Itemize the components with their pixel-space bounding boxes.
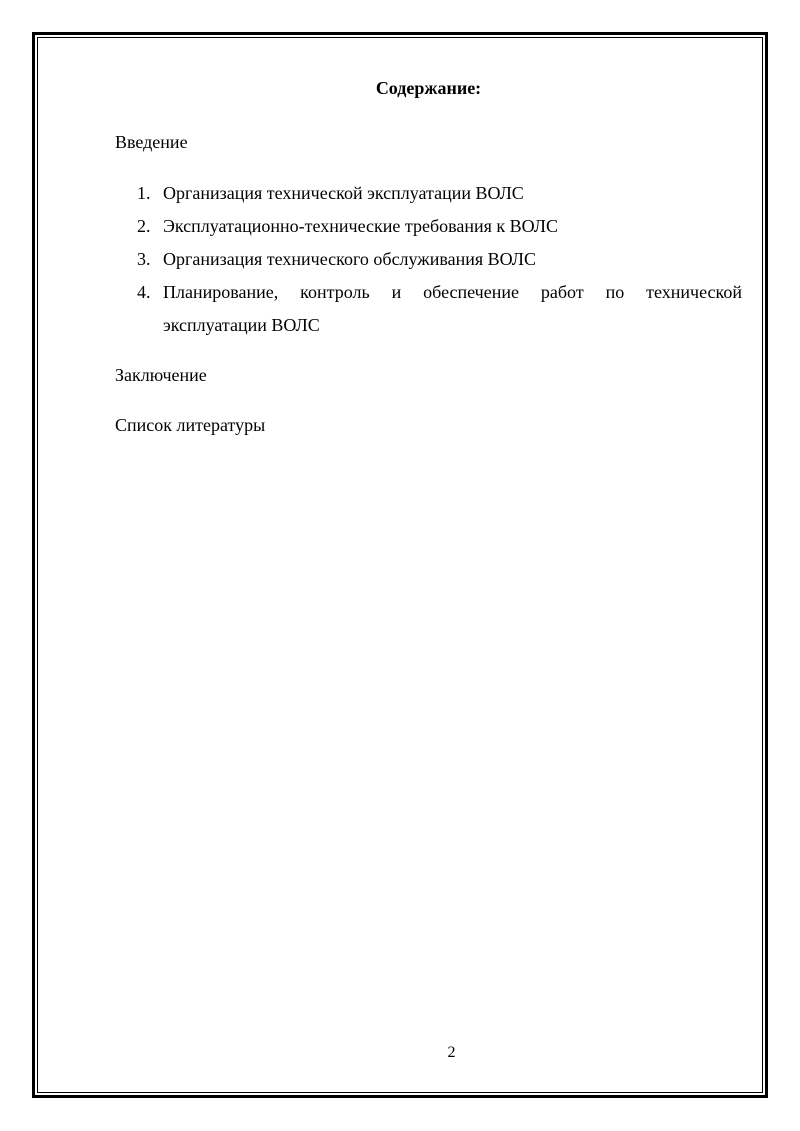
toc-item-number: 1.: [137, 183, 151, 203]
toc-item-text: Планирование, контроль и обеспечение работ по технической эксплуатации ВОЛС: [163, 282, 742, 335]
toc-item-text: Организация технической эксплуатации ВОЛС: [163, 183, 524, 203]
toc-item-number: 3.: [137, 249, 151, 269]
toc-entry-references: Список литературы: [115, 415, 266, 435]
toc-item-4: [115, 276, 742, 342]
toc-item-number: 4.: [137, 282, 151, 302]
page-number: 2: [447, 1044, 456, 1061]
table-of-contents: [115, 76, 742, 442]
toc-item-text: Эксплуатационно-технические требования к ВОЛС: [163, 216, 558, 236]
toc-item-3: [115, 243, 742, 276]
toc-item-text: Организация технического обслуживания ВОЛС: [163, 249, 536, 269]
toc-numbered-list: [115, 177, 742, 342]
toc-title: Содержание:: [375, 78, 482, 98]
toc-item-2: [115, 210, 742, 243]
toc-item-1: [115, 177, 742, 210]
toc-entry-introduction: Введение: [115, 132, 188, 152]
toc-entry-conclusion: Заключение: [115, 365, 207, 385]
toc-item-number: 2.: [137, 216, 151, 236]
